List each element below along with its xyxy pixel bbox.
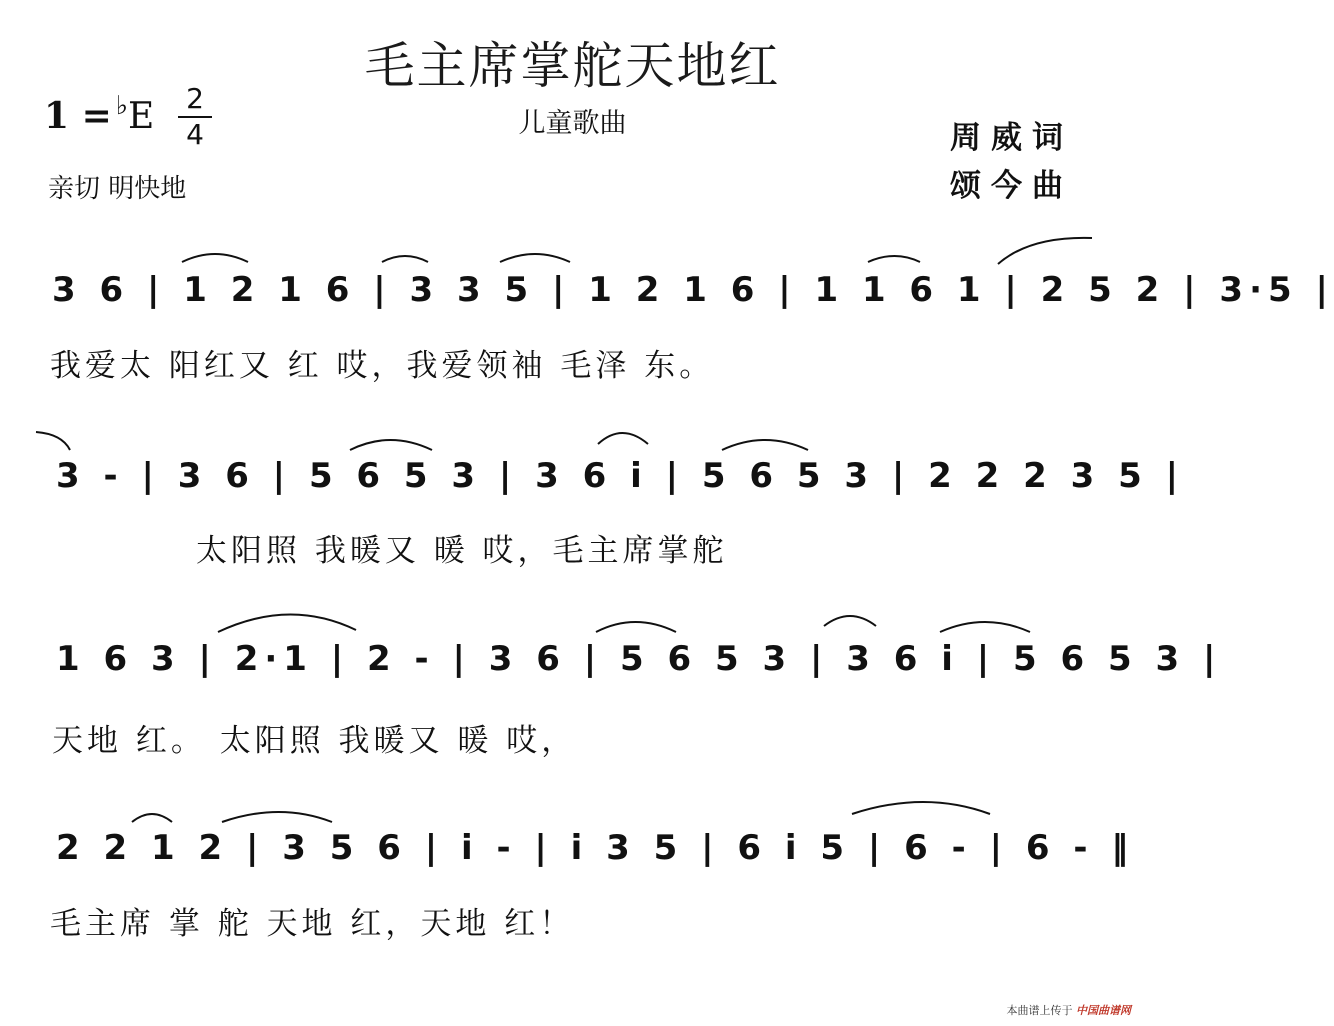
key-note: E: [128, 96, 155, 137]
slur-arc: [350, 440, 432, 450]
notation-line-4: 2 2 1 2 | 3 5 6 | i - | i 3 5 | 6 i 5 | 6 - | 6 - ‖: [56, 828, 1135, 868]
footer-credit: [1007, 1002, 1132, 1018]
slur-arc: [182, 254, 248, 262]
slur-arc: [940, 622, 1030, 632]
slur-arc: [500, 254, 570, 262]
meter-top: 2: [186, 82, 204, 115]
slur-arc: [722, 440, 808, 450]
notation-line-2: 3 - | 3 6 | 5 6 5 3 | 3 6 i | 5 6 5 3 | 2 2 2 3 5 |: [56, 456, 1185, 496]
slur-arc: [222, 812, 332, 822]
notation-line-3: 1 6 3 | 2·1 | 2 - | 3 6 | 5 6 5 3 | 3 6 i | 5 6 5 3 |: [56, 639, 1222, 679]
lyrics-line-2: 太阳照 我暖又 暖 哎，毛主席掌舵: [196, 533, 728, 569]
song-subtitle: 儿童歌曲: [518, 108, 627, 139]
slur-arc: [824, 616, 876, 626]
slur-arc: [998, 238, 1092, 264]
flat-icon: ♭: [115, 91, 129, 121]
slur-arc: [868, 256, 920, 262]
slur-arc: [596, 622, 676, 632]
slur-arc: [36, 432, 70, 450]
slur-arc: [132, 814, 172, 822]
lyrics-line-4: 毛主席 掌 舵 天地 红，天地 红！: [50, 906, 575, 942]
slur-arc: [218, 614, 356, 632]
meter-bottom: 4: [186, 118, 204, 151]
lyrics-line-3: 天地 红。 太阳照 我暖又 暖 哎，: [52, 723, 577, 759]
tempo-marking: 亲切 明快地: [48, 174, 187, 204]
song-title: 毛主席掌舵天地红: [364, 37, 781, 95]
lyrics-line-1: 我爱太 阳红又 红 哎，我爱领袖 毛泽 东。: [50, 348, 715, 384]
slur-arc: [852, 802, 990, 814]
composer-credit: 颂今曲: [950, 168, 1073, 204]
footer-text: 本曲谱上传于: [1006, 1004, 1073, 1017]
notation-line-1: 3 6 | 1 2 1 6 | 3 3 5 | 1 2 1 6 | 1 1 6 1 | 2 5 2 | 3·5 |: [52, 270, 1334, 310]
slur-arc: [382, 256, 428, 262]
lyricist-credit: 周威词: [950, 120, 1073, 156]
key-prefix: 1 =: [44, 95, 112, 137]
slur-arc: [598, 433, 648, 444]
site-logo: 中国曲谱网: [1076, 1004, 1131, 1017]
